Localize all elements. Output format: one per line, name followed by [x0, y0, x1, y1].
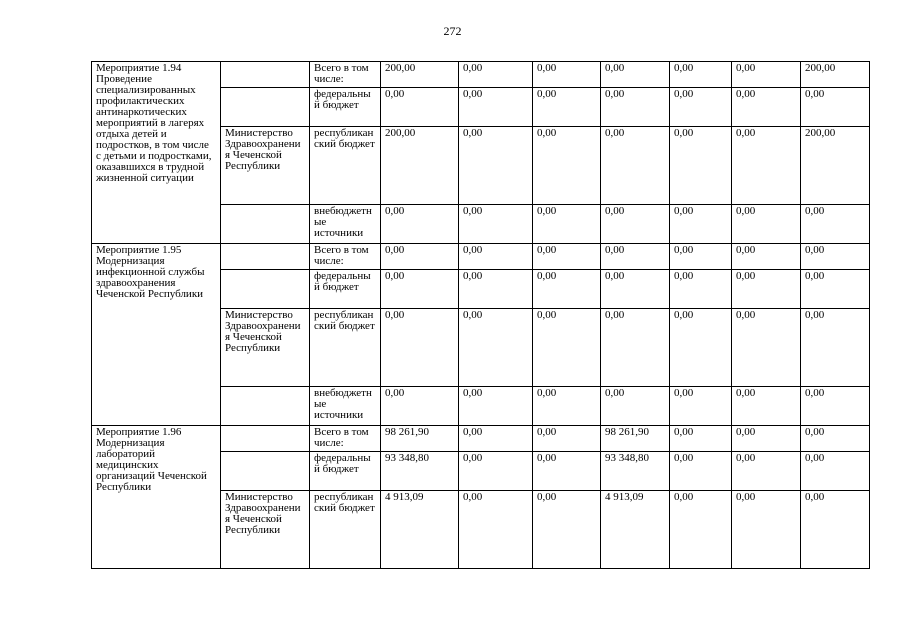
amount-cell: 4 913,09	[381, 491, 459, 569]
amount-cell: 0,00	[801, 452, 870, 491]
amount-cell: 0,00	[533, 270, 601, 309]
table-row	[92, 244, 870, 270]
amount-cell: 98 261,90	[381, 426, 459, 452]
funding-source: федеральный бюджет	[310, 270, 381, 309]
amount-cell: 0,00	[670, 244, 732, 270]
amount-cell: 0,00	[459, 270, 533, 309]
responsible-executor	[221, 452, 310, 491]
funding-source: Всего в том числе:	[310, 426, 381, 452]
amount-cell: 0,00	[670, 205, 732, 244]
amount-cell: 0,00	[801, 88, 870, 127]
responsible-executor	[221, 244, 310, 270]
amount-cell: 0,00	[533, 88, 601, 127]
amount-cell: 0,00	[381, 387, 459, 426]
amount-cell: 0,00	[601, 309, 670, 387]
amount-cell: 0,00	[533, 426, 601, 452]
table-row	[92, 62, 870, 88]
amount-cell: 0,00	[601, 205, 670, 244]
amount-cell: 93 348,80	[601, 452, 670, 491]
amount-cell: 0,00	[732, 309, 801, 387]
amount-cell: 4 913,09	[601, 491, 670, 569]
measure-name: Мероприятие 1.95 Модернизация инфекционной службы здравоохранения Чеченской Республики	[92, 244, 221, 426]
amount-cell: 0,00	[732, 387, 801, 426]
amount-cell: 0,00	[533, 62, 601, 88]
funding-source: Всего в том числе:	[310, 62, 381, 88]
amount-cell: 0,00	[601, 127, 670, 205]
amount-cell: 0,00	[459, 491, 533, 569]
amount-cell: 0,00	[801, 387, 870, 426]
amount-cell: 0,00	[801, 244, 870, 270]
amount-cell: 0,00	[670, 62, 732, 88]
responsible-executor	[221, 387, 310, 426]
amount-cell: 0,00	[601, 88, 670, 127]
page-number: 272	[443, 24, 462, 38]
amount-cell: 0,00	[533, 309, 601, 387]
amount-cell: 0,00	[533, 205, 601, 244]
amount-cell: 0,00	[732, 244, 801, 270]
amount-cell: 0,00	[670, 452, 732, 491]
funding-source: республиканский бюджет	[310, 127, 381, 205]
funding-source: Всего в том числе:	[310, 244, 381, 270]
amount-cell: 0,00	[732, 88, 801, 127]
amount-cell: 0,00	[670, 426, 732, 452]
amount-cell: 0,00	[801, 270, 870, 309]
amount-cell: 200,00	[801, 62, 870, 88]
amount-cell: 0,00	[533, 491, 601, 569]
amount-cell: 0,00	[732, 127, 801, 205]
amount-cell: 0,00	[732, 491, 801, 569]
amount-cell: 0,00	[459, 426, 533, 452]
responsible-executor	[221, 205, 310, 244]
amount-cell: 0,00	[601, 270, 670, 309]
amount-cell: 0,00	[459, 88, 533, 127]
amount-cell: 0,00	[732, 452, 801, 491]
amount-cell: 0,00	[801, 491, 870, 569]
amount-cell: 200,00	[381, 62, 459, 88]
responsible-executor	[221, 426, 310, 452]
amount-cell: 0,00	[670, 387, 732, 426]
amount-cell: 0,00	[459, 205, 533, 244]
amount-cell: 0,00	[381, 270, 459, 309]
responsible-executor: Министерство Здравоохранения Чеченской Республики	[221, 309, 310, 387]
amount-cell: 0,00	[533, 127, 601, 205]
amount-cell: 0,00	[459, 62, 533, 88]
amount-cell: 93 348,80	[381, 452, 459, 491]
responsible-executor: Министерство Здравоохранения Чеченской Республики	[221, 127, 310, 205]
funding-source: республиканский бюджет	[310, 491, 381, 569]
amount-cell: 0,00	[732, 62, 801, 88]
amount-cell: 0,00	[459, 244, 533, 270]
amount-cell: 0,00	[459, 309, 533, 387]
funding-source: федеральный бюджет	[310, 452, 381, 491]
amount-cell: 0,00	[381, 88, 459, 127]
amount-cell: 0,00	[459, 127, 533, 205]
amount-cell: 0,00	[533, 452, 601, 491]
responsible-executor: Министерство Здравоохранения Чеченской Республики	[221, 491, 310, 569]
measure-name: Мероприятие 1.96 Модернизация лабораторий медицинских организаций Чеченской Республики	[92, 426, 221, 569]
funding-source: внебюджетные источники	[310, 205, 381, 244]
amount-cell: 0,00	[459, 387, 533, 426]
amount-cell: 0,00	[381, 309, 459, 387]
amount-cell: 0,00	[381, 205, 459, 244]
responsible-executor	[221, 62, 310, 88]
funding-source: внебюджетные источники	[310, 387, 381, 426]
amount-cell: 0,00	[801, 309, 870, 387]
amount-cell: 0,00	[459, 452, 533, 491]
amount-cell: 0,00	[381, 244, 459, 270]
responsible-executor	[221, 88, 310, 127]
funding-source: федеральный бюджет	[310, 88, 381, 127]
amount-cell: 0,00	[801, 426, 870, 452]
budget-table	[91, 61, 870, 569]
measure-name: Мероприятие 1.94 Проведение специализированных профилактических антинаркотических мероприятий в лагерях отдыха детей и подростков, в том числе с детьми и подростками, оказавшихся в трудной жизненной ситуации	[92, 62, 221, 244]
amount-cell: 0,00	[670, 309, 732, 387]
amount-cell: 0,00	[533, 244, 601, 270]
amount-cell: 0,00	[670, 88, 732, 127]
amount-cell: 0,00	[533, 387, 601, 426]
amount-cell: 0,00	[601, 62, 670, 88]
amount-cell: 0,00	[670, 491, 732, 569]
amount-cell: 0,00	[670, 127, 732, 205]
responsible-executor	[221, 270, 310, 309]
table-row	[92, 426, 870, 452]
amount-cell: 200,00	[381, 127, 459, 205]
amount-cell: 0,00	[670, 270, 732, 309]
amount-cell: 98 261,90	[601, 426, 670, 452]
amount-cell: 0,00	[601, 244, 670, 270]
amount-cell: 0,00	[801, 205, 870, 244]
amount-cell: 0,00	[601, 387, 670, 426]
amount-cell: 0,00	[732, 205, 801, 244]
amount-cell: 0,00	[732, 270, 801, 309]
amount-cell: 200,00	[801, 127, 870, 205]
amount-cell: 0,00	[732, 426, 801, 452]
funding-source: республиканский бюджет	[310, 309, 381, 387]
